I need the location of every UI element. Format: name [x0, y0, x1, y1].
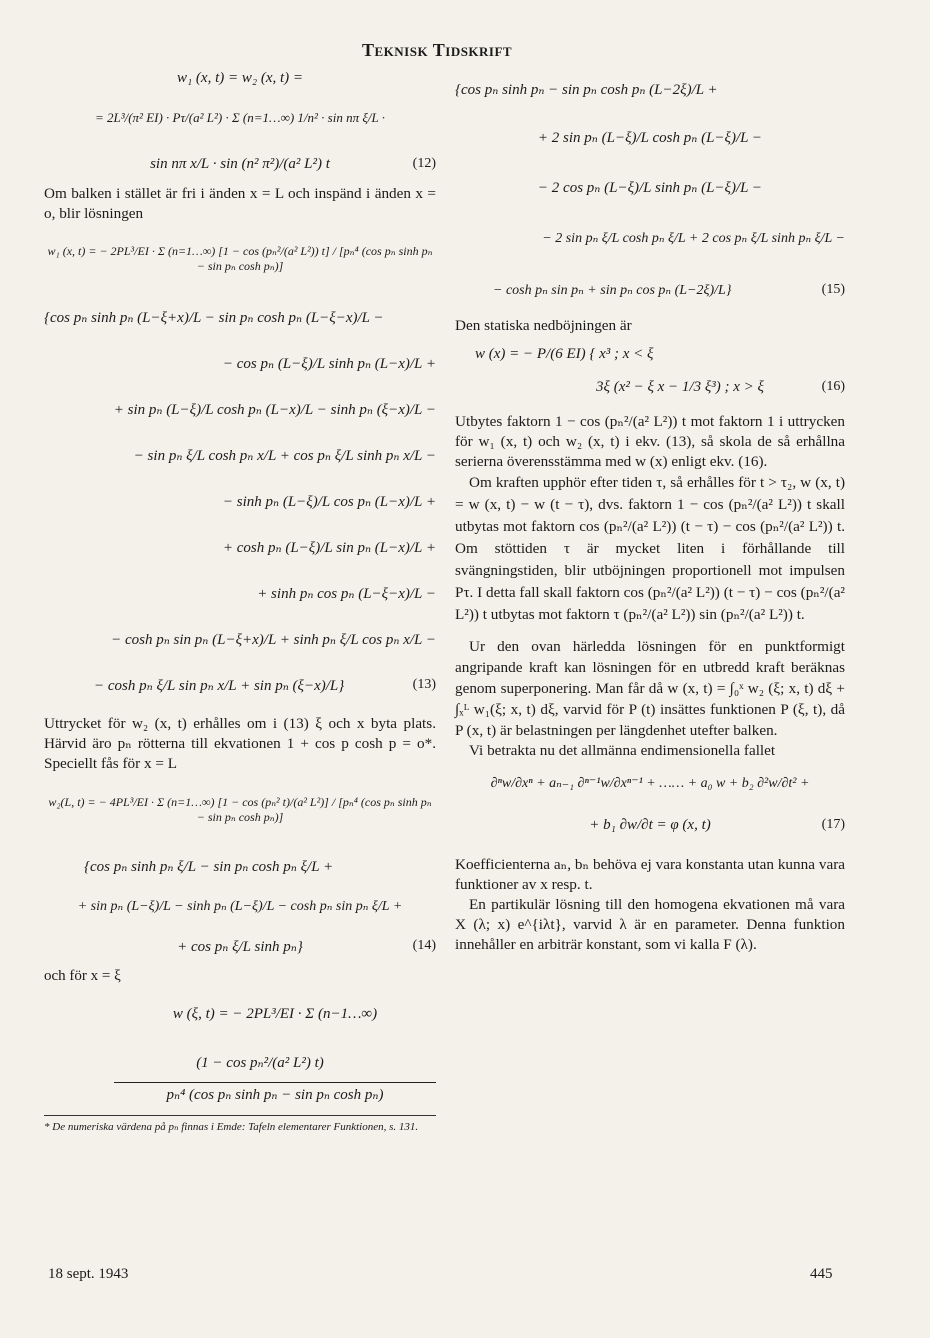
equation-line: = 2L³/(π² EI) · Pτ/(a² L²) · Σ (n=1…∞) 1/n² · sin nπ ξ/L ·	[94, 110, 386, 125]
equation-line: pₙ⁴ (cos pₙ sinh pₙ − sin pₙ cosh pₙ)	[114, 1082, 436, 1105]
equation-number: (16)	[821, 379, 845, 394]
equation-line: − cos pₙ (L−ξ)/L sinh pₙ (L−x)/L +	[222, 355, 436, 372]
paragraph: Utbytes faktorn 1 − cos (pₙ²/(a² L²)) t mot faktorn 1 i uttrycken för w₁ (x, t) och w₂ (x, t) i ekv. (13), så skola de så erhållna serierna överensstämma med w (x) enligt ekv. (16).	[455, 413, 845, 470]
equation-text: + cos pₙ ξ/L sinh pₙ}	[177, 938, 303, 955]
equation-text: sin nπ x/L · sin (n² π²)/(a² L²) t	[150, 155, 330, 172]
equation-line: − 2 cos pₙ (L−ξ)/L sinh pₙ (L−ξ)/L −	[537, 179, 763, 196]
equation-line	[455, 805, 845, 845]
paragraph: Om kraften upphör efter tiden τ, så erhålles för t > τ₂, w (x, t) = w (x, t) − w (t − τ), dvs. faktorn 1 − cos (pₙ²/(a² L²)) t skall utbytas mot faktorn cos (pₙ²/(a² L²)) (t − τ) − cos (pₙ²/(a² L²)) t. Om stöttiden τ är mycket liten i förhållande till svängningstiden, blir utböjningen proportionell mot impulsen Pτ. I detta fall skall faktorn cos (pₙ²/(a² L²)) (t − τ) − cos (pₙ²/(a² L²)) t utbytas mot faktorn τ (pₙ²/(a² L²)) sin (pₙ²/(a² L²)) t.	[455, 474, 845, 623]
equation-line: w (ξ, t) = − 2PL³/EI · Σ (n−1…∞)	[172, 1005, 378, 1022]
equation-line: (1 − cos pₙ²/(a² L²) t)	[196, 1054, 324, 1071]
footnote: * De numeriska värdena på pₙ finnas i Emde: Tafeln elementarer Funktionen, s. 131.	[44, 1115, 436, 1135]
page-number: 445	[810, 1266, 833, 1282]
paragraph: Koefficienterna aₙ, bₙ behöva ej vara konstanta utan kunna vara funktioner av x resp. t.	[455, 856, 845, 893]
equation-text: − cosh pₙ sin pₙ + sin pₙ cos pₙ (L−2ξ)/L}	[493, 282, 732, 298]
equation-number: (13)	[412, 677, 436, 692]
equation-line: − 2 sin pₙ ξ/L cosh pₙ ξ/L + 2 cos pₙ ξ/L sinh pₙ ξ/L −	[542, 230, 845, 246]
right-column	[455, 62, 845, 955]
paragraph: Den statiska nedböjningen är	[455, 317, 632, 334]
equation-number: (15)	[821, 282, 845, 297]
equation-line	[44, 662, 436, 708]
text-line: och för x = ξ	[44, 967, 121, 984]
equation-line	[455, 264, 845, 316]
issue-date: 18 sept. 1943	[48, 1266, 129, 1282]
equation-line: {cos pₙ sinh pₙ ξ/L − sin pₙ cosh pₙ ξ/L +	[84, 858, 334, 875]
equation-line: ∂ⁿw/∂xⁿ + aₙ₋₁ ∂ⁿ⁻¹w/∂xⁿ⁻¹ + …… + a₀ w + b₂ ∂²w/∂t² +	[490, 775, 810, 791]
equation-text: 3ξ (x² − ξ x − 1/3 ξ³) ; x > ξ	[596, 378, 764, 395]
equation-text: − cosh pₙ ξ/L sin pₙ x/L + sin pₙ (ξ−x)/L}	[94, 677, 345, 694]
equation-number: (14)	[412, 938, 436, 953]
equation-line: + sin pₙ (L−ξ)/L cosh pₙ (L−x)/L − sinh pₙ (ξ−x)/L −	[113, 401, 436, 418]
equation-line: {cos pₙ sinh pₙ (L−ξ+x)/L − sin pₙ cosh pₙ (L−ξ−x)/L −	[44, 309, 384, 326]
equation-line: w₁ (x, t) = − 2PL³/EI · Σ (n=1…∞) [1 − cos (pₙ²/(a² L²)) t] / [pₙ⁴ (cos pₙ sinh pₙ − sin pₙ cosh pₙ)]	[47, 244, 433, 273]
paragraph: Uttrycket för w₂ (x, t) erhålles om i (13) ξ och x byta plats. Härvid äro pₙ rötterna till ekvationen 1 + cos p cosh p = o*. Speciellt fås för x = L	[44, 715, 436, 772]
equation-line	[455, 372, 845, 402]
equation-line: + sinh pₙ cos pₙ (L−ξ−x)/L −	[257, 585, 436, 602]
equation-line: − cosh pₙ sin pₙ (L−ξ+x)/L + sinh pₙ ξ/L cos pₙ x/L −	[111, 631, 436, 648]
paragraph: Om balken i stället är fri i änden x = L och inspänd i änden x = o, blir lösningen	[44, 185, 436, 222]
equation-number: (17)	[821, 817, 845, 832]
paragraph: Vi betrakta nu det allmänna endimensionella fallet	[469, 742, 776, 759]
equation-line: w₂(L, t) = − 4PL³/EI · Σ (n=1…∞) [1 − cos (pₙ² t)/(a² L²)] / [pₙ⁴ (cos pₙ sinh pₙ − sin pₙ cosh pₙ)]	[48, 795, 432, 824]
equation-line: + 2 sin pₙ (L−ξ)/L cosh pₙ (L−ξ)/L −	[537, 129, 763, 146]
journal-title: Teknisk Tidskrift	[362, 40, 513, 60]
equation-line	[44, 926, 436, 966]
equation-line	[44, 144, 436, 184]
equation-line: w (x) = − P/(6 EI) { x³ ; x < ξ	[475, 345, 654, 362]
equation-line: {cos pₙ sinh pₙ − sin pₙ cosh pₙ (L−2ξ)/L +	[455, 81, 718, 98]
paragraph: Ur den ovan härledda lösningen för en punktformigt angripande kraft kan lösningen för en utbredd kraft beräknas genom superponering. Man får då w (x, t) = ∫₀ˣ w₂ (ξ; x, t) dξ + ∫ₓᴸ w₁(ξ; x, t) dξ, varvid för P (t) insättes funktionen P (ξ, t), då P (x, t) är belastningen per längdenhet utefter balken.	[455, 638, 845, 739]
equation-line: w₁ (x, t) = w₂ (x, t) =	[176, 69, 304, 86]
equation-line: − sin pₙ ξ/L cosh pₙ x/L + cos pₙ ξ/L sinh pₙ x/L −	[133, 447, 436, 464]
left-column	[44, 62, 436, 1135]
equation-line: − sinh pₙ (L−ξ)/L cos pₙ (L−x)/L +	[222, 493, 436, 510]
equation-line: + cosh pₙ (L−ξ)/L sin pₙ (L−x)/L +	[222, 539, 436, 556]
equation-text: + b₁ ∂w/∂t = φ (x, t)	[589, 816, 711, 833]
equation-line: + sin pₙ (L−ξ)/L − sinh pₙ (L−ξ)/L − cosh pₙ sin pₙ ξ/L +	[77, 898, 403, 914]
equation-number: (12)	[412, 156, 436, 171]
paragraph: En partikulär lösning till den homogena ekvationen må vara X (λ; x) e^{iλt}, varvid λ är en parameter. Denna funktion innehåller en arbiträr konstant, som vi kalla F (λ).	[455, 896, 845, 953]
